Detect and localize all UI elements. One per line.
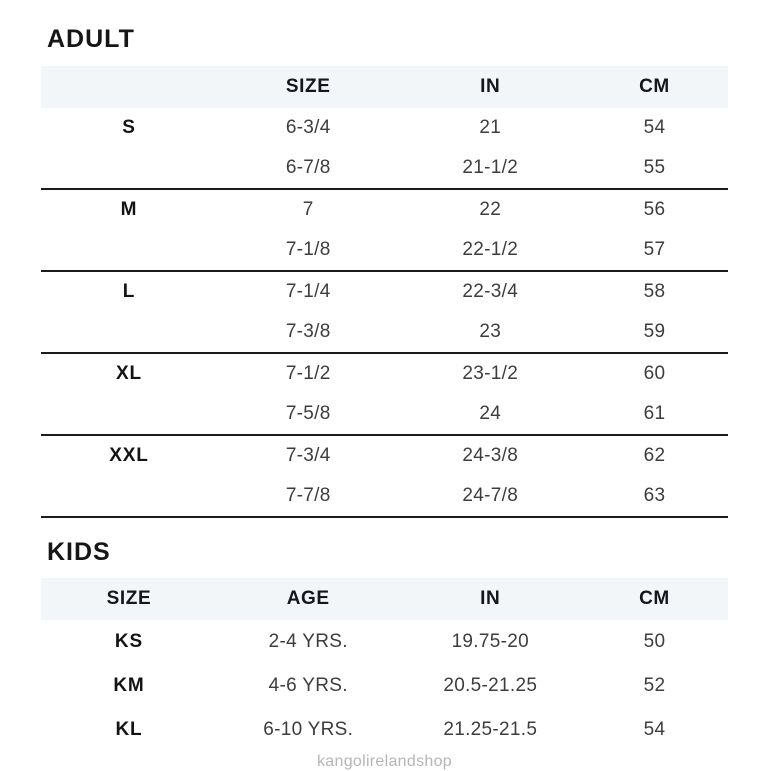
cell-in: 24 bbox=[400, 394, 581, 435]
kids-size-table bbox=[41, 578, 728, 752]
table-row bbox=[41, 148, 728, 189]
size-group-label-empty bbox=[41, 230, 217, 271]
cell-in: 21 bbox=[479, 116, 502, 138]
column-header-age: AGE bbox=[217, 578, 400, 620]
cell-cm: 62 bbox=[643, 444, 666, 466]
cell-in: 24-3/8 bbox=[462, 444, 519, 466]
cell-in: 22-3/4 bbox=[462, 280, 519, 302]
cell-in: 22 bbox=[479, 198, 502, 220]
adult-size-table bbox=[41, 66, 728, 518]
cell-size: 7-3/8 bbox=[217, 312, 400, 353]
cell-cm: 54 bbox=[643, 719, 666, 740]
cell-size: 7-5/8 bbox=[217, 394, 400, 435]
table-row bbox=[41, 271, 728, 312]
column-header-size: SIZE bbox=[41, 578, 217, 620]
table-row bbox=[41, 108, 728, 148]
table-row bbox=[41, 708, 728, 752]
cell-in: 22-1/2 bbox=[400, 230, 581, 271]
table-row bbox=[41, 230, 728, 271]
kids-section bbox=[41, 539, 728, 753]
cell-size: 7-1/8 bbox=[217, 230, 400, 271]
header-row bbox=[41, 66, 728, 108]
cell-cm: 54 bbox=[643, 116, 666, 138]
table-row bbox=[41, 394, 728, 435]
adult-section-title: ADULT bbox=[47, 25, 135, 53]
cell-in: 23 bbox=[400, 312, 581, 353]
cell-age: 2-4 YRS. bbox=[268, 631, 348, 652]
kids-section-title: KIDS bbox=[47, 537, 111, 566]
table-row bbox=[41, 664, 728, 708]
size-group-label: S bbox=[122, 116, 136, 138]
size-group-label-empty bbox=[41, 312, 217, 353]
column-header-cm: CM bbox=[581, 578, 728, 620]
header-row bbox=[41, 578, 728, 620]
cell-cm: 61 bbox=[581, 394, 728, 435]
cell-age: 6-10 YRS. bbox=[263, 719, 354, 740]
cell-kids-size: KL bbox=[115, 719, 143, 740]
cell-cm: 59 bbox=[581, 312, 728, 353]
cell-size: 7-3/4 bbox=[285, 444, 331, 466]
cell-cm: 55 bbox=[581, 148, 728, 189]
column-header-in: IN bbox=[400, 578, 581, 620]
column-header-size: SIZE bbox=[217, 66, 400, 108]
cell-in: 23-1/2 bbox=[462, 362, 519, 384]
watermark: kangolirelandshop bbox=[317, 753, 452, 770]
cell-cm: 57 bbox=[581, 230, 728, 271]
table-row bbox=[41, 435, 728, 476]
kids-table-header bbox=[41, 578, 728, 620]
cell-in: 19.75-20 bbox=[451, 631, 529, 652]
cell-size: 7-7/8 bbox=[217, 476, 400, 517]
size-group-label-empty bbox=[41, 476, 217, 517]
cell-cm: 52 bbox=[643, 675, 666, 696]
cell-size: 7-1/2 bbox=[285, 362, 331, 384]
cell-size: 6-3/4 bbox=[285, 116, 331, 138]
cell-kids-size: KS bbox=[114, 631, 143, 652]
cell-size: 6-7/8 bbox=[217, 148, 400, 189]
cell-cm: 56 bbox=[643, 198, 666, 220]
column-header-in: IN bbox=[400, 66, 581, 108]
table-row bbox=[41, 620, 728, 664]
adult-section bbox=[41, 26, 728, 518]
column-header-blank bbox=[41, 66, 217, 108]
size-group-label-empty bbox=[41, 148, 217, 189]
cell-kids-size: KM bbox=[113, 675, 145, 696]
size-group-label: L bbox=[122, 280, 136, 302]
cell-size: 7 bbox=[302, 198, 314, 220]
adult-table-header bbox=[41, 66, 728, 108]
size-group-label-empty bbox=[41, 394, 217, 435]
cell-in: 21-1/2 bbox=[400, 148, 581, 189]
cell-in: 24-7/8 bbox=[400, 476, 581, 517]
table-row bbox=[41, 189, 728, 230]
table-row bbox=[41, 353, 728, 394]
cell-age: 4-6 YRS. bbox=[268, 675, 348, 696]
cell-size: 7-1/4 bbox=[285, 280, 331, 302]
size-group-label: XL bbox=[115, 362, 142, 384]
cell-cm: 60 bbox=[643, 362, 666, 384]
cell-cm: 50 bbox=[643, 631, 666, 652]
size-group-label: M bbox=[120, 198, 138, 220]
cell-cm: 58 bbox=[643, 280, 666, 302]
cell-in: 20.5-21.25 bbox=[443, 675, 538, 696]
column-header-cm: CM bbox=[581, 66, 728, 108]
table-row bbox=[41, 312, 728, 353]
cell-cm: 63 bbox=[581, 476, 728, 517]
cell-in: 21.25-21.5 bbox=[443, 719, 538, 740]
table-row bbox=[41, 476, 728, 517]
size-group-label: XXL bbox=[109, 444, 149, 466]
